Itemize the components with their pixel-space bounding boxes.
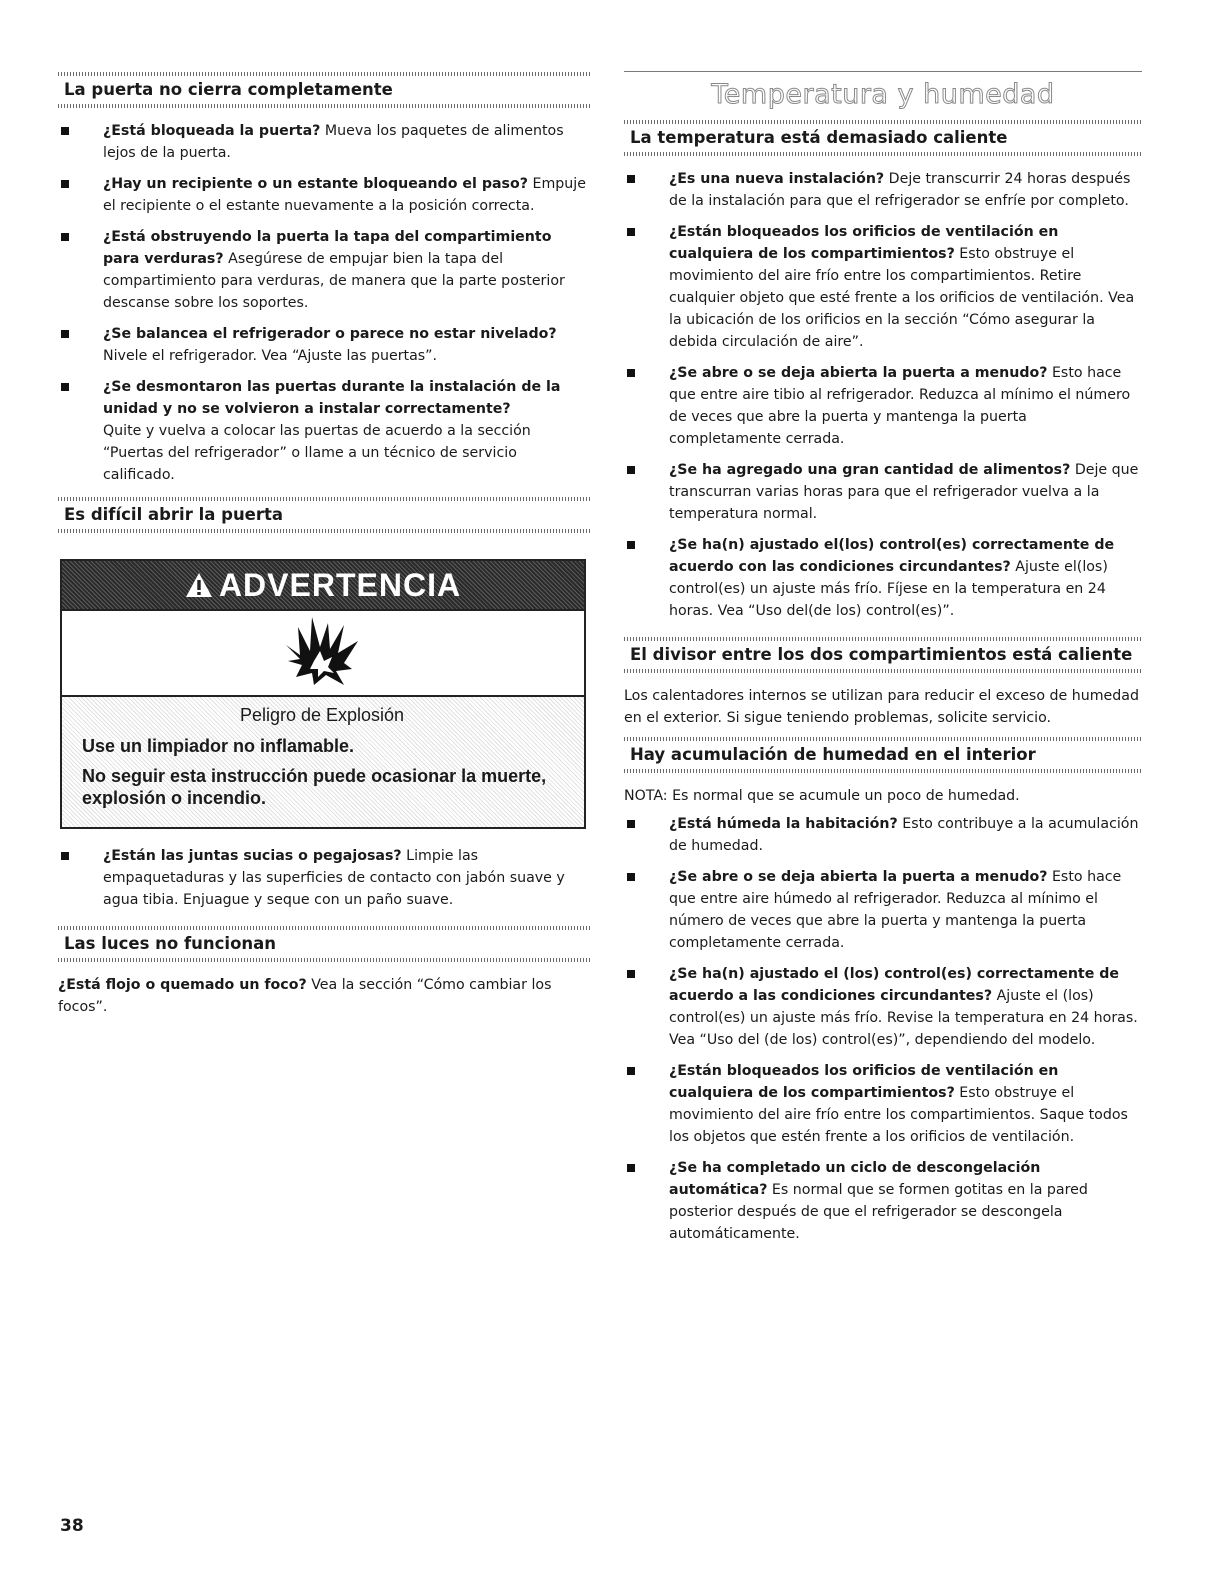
warning-word: ADVERTENCIA [218,566,462,603]
question-text: ¿Están bloqueados los orificios de ventilación en cualquiera de los compartimientos? [669,224,1059,262]
question-text: ¿Están bloqueados los orificios de ventilación en cualquiera de los compartimientos? [669,1063,1059,1101]
left-column [58,0,590,1018]
list-item [58,323,590,367]
answer-text: Ajuste el (los) control(es) un ajuste más frío. Revise la temperatura en 24 horas. Vea “Uso del (de los) control(es)”, dependiendo del modelo. [669,988,1138,1048]
section-title: Temperatura y humedad [711,79,1055,110]
list-item [624,1060,1142,1148]
bullet-square [627,820,635,828]
question-text: ¿Hay un recipiente o un estante bloqueando el paso? [103,176,528,192]
question-text: ¿Está húmeda la habitación? [669,816,898,832]
list-item [624,1157,1142,1245]
explosion-icon [278,615,368,691]
moisture-list [624,813,1142,1245]
question-text: ¿Se abre o se deja abierta la puerta a menudo? [669,869,1048,885]
lights-paragraph [58,974,590,1018]
list-item [58,120,590,164]
bullet-square [627,970,635,978]
question-text: ¿Está bloqueada la puerta? [103,123,321,139]
answer-text: Esto contribuye a la acumulación de humedad. [669,816,1139,854]
warning-triangle-icon [185,572,213,598]
warning-header [62,561,584,611]
bullet-square [627,541,635,549]
question-text: ¿Se ha(n) ajustado el(los) control(es) correctamente de acuerdo con las condiciones circundantes? [669,537,1115,575]
page-number: 38 [60,1516,84,1536]
answer-text: Limpie las empaquetaduras y las superficies de contacto con jabón suave y agua tibia. Enjuague y seque con un paño suave. [103,848,565,908]
door-open-list [58,845,590,911]
answer-text: Esto obstruye el movimiento del aire frío entre los compartimientos. Saque todos los objetos que estén frente a los orificios de ventilación. [669,1085,1128,1145]
question-text: ¿Se desmontaron las puertas durante la instalación de la unidad y no se volvieron a instalar correctamente? [103,379,561,417]
bullet-square [627,1164,635,1172]
question-text: ¿Están las juntas sucias o pegajosas? [103,848,402,864]
warning-instruction: Use un limpiador no inflamable. [82,736,355,756]
answer-text: Asegúrese de empujar bien la tapa del compartimiento para verduras, de manera que la parte posterior descanse sobre los soportes. [103,251,565,311]
answer-text: Ajuste el(los) control(es) un ajuste más frío. Fíjese en la temperatura en 24 horas. Vea “Uso del(de los) control(es)”. [669,559,1108,619]
bullet-square [61,127,69,135]
divider-paragraph: Los calentadores internos se utilizan para reducir el exceso de humedad en el exterior. Si sigue teniendo problemas, solicite servicio. [624,688,1139,726]
right-column [624,0,1142,1254]
bullet-square [61,852,69,860]
list-item [58,173,590,217]
list-item [58,226,590,314]
answer-text: Esto hace que entre aire húmedo al refrigerador. Reduzca al mínimo el número de veces que abre la puerta y mantenga la puerta completamente cerrada. [669,869,1122,951]
question-text: ¿Se balancea el refrigerador o parece no estar nivelado? [103,326,557,342]
heading-divider-warm: El divisor entre los dos compartimientos está caliente [630,645,1133,664]
question-text: ¿Se ha completado un ciclo de descongelación automática? [669,1160,1041,1198]
bullet-square [61,233,69,241]
bullet-square [627,466,635,474]
answer-text: Vea la sección “Cómo cambiar los focos”. [58,977,552,1015]
answer-text: Empuje el recipiente o el estante nuevamente a la posición correcta. [103,176,586,214]
heading-too-warm: La temperatura está demasiado caliente [630,128,1008,147]
bullet-square [627,873,635,881]
warning-box [60,559,586,829]
bullet-square [627,1067,635,1075]
list-item [624,459,1142,525]
list-item [624,963,1142,1051]
question-text: ¿Se ha(n) ajustado el (los) control(es) correctamente de acuerdo a las condiciones circundantes? [669,966,1120,1004]
answer-text: Esto obstruye el movimiento del aire frío entre los compartimientos. Retire cualquier objeto que esté frente a los orificios de ventilación. Vea la ubicación de los orificios en la sección “Cómo asegurar la debida circulación de aire”. [669,246,1135,350]
heading-door-open: Es difícil abrir la puerta [64,505,284,524]
bullet-square [61,383,69,391]
answer-text: Esto hace que entre aire tibio al refrigerador. Reduzca al mínimo el número de veces que abre la puerta y mantenga la puerta completamente cerrada. [669,365,1131,447]
bullet-square [61,330,69,338]
heading-door-close: La puerta no cierra completamente [64,80,393,99]
question-text: ¿Está obstruyendo la puerta la tapa del compartimiento para verduras? [103,229,552,267]
list-item [624,362,1142,450]
question-text: ¿Es una nueva instalación? [669,171,885,187]
warning-symbol-area [62,611,584,697]
warning-hazard-text: Peligro de Explosión [239,705,405,725]
question-text: ¿Se abre o se deja abierta la puerta a menudo? [669,365,1048,381]
bullet-square [627,228,635,236]
too-warm-list [624,168,1142,622]
answer-text: Deje que transcurran varias horas para que el refrigerador vuelva a la temperatura normal. [669,462,1139,522]
door-close-list [58,120,590,486]
heading-moisture: Hay acumulación de humedad en el interior [630,745,1036,764]
list-item [624,168,1142,212]
answer-text: Es normal que se formen gotitas en la pared posterior después de que el refrigerador se descongela automáticamente. [669,1182,1088,1242]
warning-body [62,697,584,827]
bullet-square [627,175,635,183]
list-item [58,845,590,911]
bullet-square [627,369,635,377]
list-item [624,813,1142,857]
heading-lights: Las luces no funcionan [64,934,277,953]
warning-consequence: No seguir esta instrucción puede ocasionar la muerte, explosión o incendio. [82,766,547,808]
question-text: ¿Se ha agregado una gran cantidad de alimentos? [669,462,1071,478]
answer-text: Nivele el refrigerador. Vea “Ajuste las puertas”. [103,348,438,364]
answer-text: Quite y vuelva a colocar las puertas de acuerdo a la sección “Puertas del refrigerador” o llame a un técnico de servicio calificado. [103,423,531,483]
list-item [624,534,1142,622]
answer-text: Deje transcurrir 24 horas después de la instalación para que el refrigerador se enfríe por completo. [669,171,1131,209]
list-item [624,221,1142,353]
question-text: ¿Está flojo o quemado un foco? [58,977,307,993]
moisture-note: NOTA: Es normal que se acumule un poco de humedad. [624,788,1020,804]
bullet-square [61,180,69,188]
answer-text: Mueva los paquetes de alimentos lejos de la puerta. [103,123,564,161]
list-item [58,376,590,486]
list-item [624,866,1142,954]
